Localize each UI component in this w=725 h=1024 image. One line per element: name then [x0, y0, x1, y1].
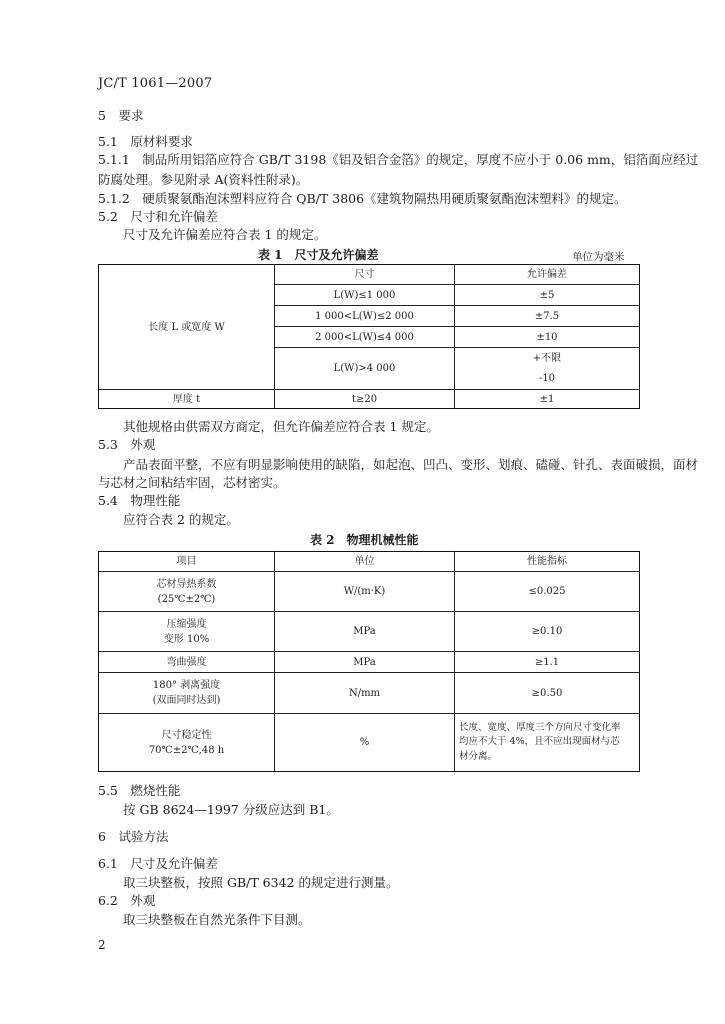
table1 [98, 264, 640, 409]
table1-cell-tolerance: ±7.5 [455, 306, 640, 327]
table2-cell-unit: MPa [275, 652, 455, 673]
table2-cell-value: ≥1.1 [455, 652, 640, 673]
table2-item-line: 芯材导热系数 [156, 578, 217, 590]
table2-header-unit: 单位 [275, 552, 455, 572]
table1-cell-tolerance: ±10 [455, 327, 640, 348]
section-5-3-heading: 5.3 外观 [98, 437, 156, 452]
table2-item-line: 压缩强度 [166, 618, 207, 630]
table1-length-width-label: 长度 L 或宽度 W [99, 265, 275, 390]
table-row [99, 390, 640, 409]
table1-thickness-tolerance: ±1 [455, 390, 640, 409]
section-5-3-line1: 产品表面平整，不应有明显影响使用的缺陷，如起泡、凹凸、变形、划痕、磕碰、针孔、表面破损，面材 [123, 457, 699, 472]
section-5-1-1-line1: 5.1.1 制品所用铝箔应符合 GB/T 3198《铝及铝合金箔》的规定，厚度不应小于 0.06 mm，铝箔面应经过 [98, 152, 699, 167]
table2-cell-unit: % [275, 714, 455, 772]
table-row [99, 673, 640, 714]
table1-header-tolerance: 允许偏差 [455, 265, 640, 285]
section-5-3-line2: 与芯材之间粘结牢固，芯材密实。 [98, 475, 286, 490]
table2-cell-item [99, 612, 275, 652]
table1-header-size: 尺寸 [275, 265, 455, 285]
section-5-1-heading: 5.1 原材料要求 [98, 134, 193, 149]
section-5-2-text: 尺寸及允许偏差应符合表 1 的规定。 [123, 227, 327, 242]
table2-cell-value: ≥0.50 [455, 673, 640, 714]
table2-cell-unit: MPa [275, 612, 455, 652]
table-row [99, 714, 640, 772]
section-5-5-heading: 5.5 燃烧性能 [98, 783, 181, 798]
section-5-2-heading: 5.2 尺寸和允许偏差 [98, 209, 218, 224]
table1-cell-tolerance [455, 348, 640, 390]
table2-item-line: 70℃±2℃,48 h [148, 744, 225, 756]
table2-cell-unit: W/(m·K) [275, 572, 455, 612]
table1-cell-size: 1 000<L(W)≤2 000 [275, 306, 455, 327]
table2-cell-item [99, 673, 275, 714]
table2-cell-unit: N/mm [275, 673, 455, 714]
section-5-2-note: 其他规格由供需双方商定，但允许偏差应符合表 1 规定。 [123, 419, 439, 434]
table2-caption: 表 2 物理机械性能 [310, 533, 419, 547]
section-5-5-text: 按 GB 8624—1997 分级应达到 B1。 [123, 802, 339, 817]
section-6-heading: 6 试验方法 [98, 829, 169, 844]
section-5-4-heading: 5.4 物理性能 [98, 493, 181, 508]
section-6-2-text: 取三块整板在自然光条件下目测。 [123, 912, 311, 927]
table2-header-value: 性能指标 [455, 552, 640, 572]
table2-header-item: 项目 [99, 552, 275, 572]
table2-cell-value [455, 714, 640, 772]
table2-value-line: 长度、宽度、厚度三个方向尺寸变化率 [459, 722, 621, 734]
table2-item-line: (双面同时达到) [152, 695, 221, 706]
table2-value-line: 均应不大于 4%，且不应出现面材与芯 [459, 736, 620, 748]
standard-code-header: JC/T 1061—2007 [98, 76, 213, 91]
section-5-1-2: 5.1.2 硬质聚氨酯泡沫塑料应符合 QB/T 3806《建筑物隔热用硬质聚氨酯泡沫塑料》的规定。 [98, 191, 627, 206]
table-row [99, 552, 640, 572]
table2-cell-item [99, 714, 275, 772]
section-5-heading: 5 要求 [98, 108, 144, 123]
section-5-4-text: 应符合表 2 的规定。 [123, 512, 239, 527]
table2-item-line: (25℃±2℃) [157, 593, 216, 605]
table2-cell-item [99, 572, 275, 612]
section-5-1-1-line2: 防腐处理。参见附录 A(资料性附录)。 [98, 172, 309, 187]
table1-caption: 表 1 尺寸及允许偏差 [258, 248, 379, 262]
table1-tolerance-upper: +不限 [532, 352, 562, 364]
table2-item-line: 180° 剥离强度 [152, 680, 221, 691]
table-row [99, 265, 640, 285]
table2-cell-value: ≥0.10 [455, 612, 640, 652]
table-row [99, 572, 640, 612]
section-6-2-heading: 6.2 外观 [98, 893, 156, 908]
table2-value-line: 材分离。 [459, 750, 498, 762]
table1-thickness-size: t≥20 [275, 390, 455, 409]
table2-cell-item: 弯曲强度 [99, 652, 275, 673]
table1-tolerance-lower: -10 [538, 372, 556, 384]
table-row [99, 612, 640, 652]
page-number: 2 [98, 938, 106, 952]
table1-thickness-label: 厚度 t [99, 390, 275, 409]
table1-unit: 单位为毫米 [572, 251, 625, 263]
table2 [98, 551, 640, 772]
table2-item-line: 尺寸稳定性 [161, 729, 212, 741]
table1-cell-size: 2 000<L(W)≤4 000 [275, 327, 455, 348]
section-6-1-heading: 6.1 尺寸及允许偏差 [98, 856, 218, 871]
table-row [99, 652, 640, 673]
table1-cell-size: L(W)>4 000 [275, 348, 455, 390]
section-6-1-text: 取三块整板，按照 GB/T 6342 的规定进行测量。 [123, 875, 399, 890]
table1-cell-tolerance: ±5 [455, 285, 640, 306]
table2-cell-value: ≤0.025 [455, 572, 640, 612]
table1-cell-size: L(W)≤1 000 [275, 285, 455, 306]
table2-item-line: 变形 10% [163, 633, 210, 645]
